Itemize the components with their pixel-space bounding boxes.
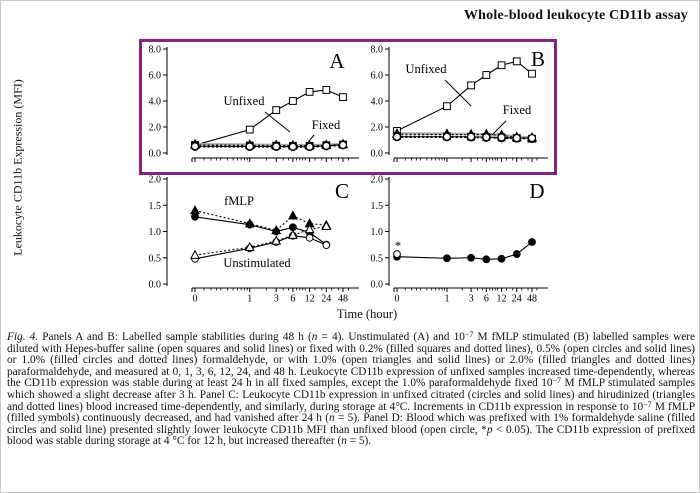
open-circle-marker xyxy=(483,134,490,141)
open-circle-marker xyxy=(513,135,520,142)
y-tick-label: 6.0 xyxy=(148,70,161,82)
x-tick-label: 48 xyxy=(527,293,537,305)
open-circle-marker xyxy=(290,143,297,150)
x-tick-label: 6 xyxy=(290,293,296,305)
figure-caption xyxy=(7,332,695,448)
y-tick-label: 0.0 xyxy=(148,279,161,291)
open-square-marker xyxy=(323,87,330,94)
panel-letter: D xyxy=(529,179,545,203)
filled-circle-marker xyxy=(498,255,505,262)
y-tick-label: 0.0 xyxy=(148,148,161,160)
caption-segment: Panels A and B: Labelled sample stabilities during 48 h ( xyxy=(38,331,312,343)
x-tick-label: 12 xyxy=(304,293,315,305)
filled-circle-marker xyxy=(468,254,475,261)
caption-segment: M fMLP stimulated samples which showed a slight decrease after 3 h. Panel C: Leukocyte CD11b expression in unfixed citrated (circles and solid lines) and hirudinized (triangles and dotted lines) blood increased time-dependently, and similarly, during storage at 4°C. Increments in CD11b expression in response to 10 xyxy=(7,377,695,413)
open-square-marker xyxy=(529,70,536,77)
open-square-marker xyxy=(246,126,253,133)
figure-title: Whole-blood leukocyte CD11b assay xyxy=(463,8,688,23)
y-tick-label: 4.0 xyxy=(148,96,161,108)
panel-letter: B xyxy=(530,47,546,71)
y-tick-label: 0.5 xyxy=(370,253,383,265)
x-tick-label: 3 xyxy=(468,293,474,305)
y-tick-label: 1.0 xyxy=(148,227,161,238)
caption-segment: = 5). Panel D: Blood which was prefixed with 1% formaldehyde saline (filled circles and solid line) presented slightly lower leukocyte CD11b MFI than unfixed blood (open circle, * xyxy=(7,412,695,436)
open-triangle-marker xyxy=(191,251,199,259)
annotation-label: Fixed xyxy=(502,103,532,117)
caption-segment: n xyxy=(311,331,318,343)
annotation-label: Unfixed xyxy=(223,94,265,108)
panel-letter: A xyxy=(329,49,345,73)
panel-D xyxy=(371,175,549,305)
open-square-marker xyxy=(498,62,505,69)
annotation-label: Fixed xyxy=(311,118,341,132)
caption-segment: n xyxy=(329,412,335,425)
annotation-pointer-line xyxy=(445,80,471,106)
open-square-marker xyxy=(483,72,490,79)
open-square-marker xyxy=(513,58,520,65)
x-tick-label: 6 xyxy=(483,293,489,305)
filled-circle-marker xyxy=(444,255,451,262)
open-square-marker xyxy=(306,89,313,96)
x-tick-label: 24 xyxy=(511,293,522,305)
caption-segment: n xyxy=(341,435,347,448)
panel-C xyxy=(149,175,360,305)
open-circle-marker xyxy=(444,133,451,140)
open-circle-marker xyxy=(306,234,313,241)
open-circle-marker xyxy=(498,134,505,141)
open-circle-marker xyxy=(394,133,401,140)
figure-area xyxy=(1,1,700,331)
caption-segment: p xyxy=(486,423,493,436)
open-square-marker xyxy=(273,107,280,114)
filled-triangle-marker xyxy=(289,211,297,219)
caption-segment: −7 xyxy=(643,399,652,409)
x-tick-label: 0 xyxy=(192,293,198,305)
open-circle-marker xyxy=(246,143,253,150)
filled-circle-marker xyxy=(529,239,536,246)
caption-segment: M fMLP stimulated (B) labelled samples were diluted with Hepes-buffer saline (open squares and solid lines) or fixed with 0.2% (filled squares and dotted lines), 0.5% (open circles and solid lines) or 1.0% (filled circles and dotted lines) formaldehyde, or with 1.0% (open triangles and solid lines) or 2.0% (filled triangles and dotted lines) paraformaldehyde, and measured at 0, 1, 3, 6, 12, 24, and 48 h. Leukocyte CD11b expression of unfixed samples increased time-dependently, whereas the CD11b expression was stable during at least 24 h in all fixed samples, except the 1.0% paraformaldehyde fixed 10 xyxy=(7,331,696,390)
x-tick-label: 24 xyxy=(321,293,332,305)
caption-segment: M fMLP (filled symbols) continuously decreased, and had vanished after 24 h ( xyxy=(7,400,696,425)
caption-segment: = 4). Unstimulated (A) and 10 xyxy=(317,331,465,343)
y-tick-label: 8.0 xyxy=(370,44,383,56)
open-square-marker xyxy=(468,82,475,89)
open-circle-marker xyxy=(192,143,199,150)
caption-segment: = 5). xyxy=(346,435,372,448)
open-square-marker xyxy=(340,94,347,101)
open-square-marker xyxy=(290,98,297,105)
caption-segment: < 0.05). The CD11b expression of prefixed blood was stable during storage at 4 °C for 12 h, but increased thereafter ( xyxy=(7,423,696,448)
open-circle-marker xyxy=(323,242,330,249)
annotation-label: * xyxy=(394,239,402,253)
x-tick-label: 1 xyxy=(247,293,253,305)
panel-B xyxy=(371,45,549,163)
panel-letter: C xyxy=(334,179,350,203)
y-tick-label: 6.0 xyxy=(370,70,383,82)
caption-segment: −7 xyxy=(464,330,474,339)
y-tick-label: 0.0 xyxy=(370,148,383,160)
open-circle-marker xyxy=(273,143,280,150)
x-tick-label: 48 xyxy=(338,293,348,305)
annotation-label: Unfixed xyxy=(405,62,447,76)
y-tick-label: 2.0 xyxy=(148,174,161,186)
open-circle-marker xyxy=(468,133,475,140)
x-tick-label: 12 xyxy=(496,293,507,305)
y-tick-label: 4.0 xyxy=(370,96,383,108)
annotation-label: fMLP xyxy=(224,194,254,208)
open-square-marker xyxy=(444,103,451,110)
filled-circle-marker xyxy=(513,251,520,258)
filled-circle-marker xyxy=(192,213,199,220)
filled-circle-marker xyxy=(290,224,297,231)
annotation-pointer-line xyxy=(265,112,290,132)
x-tick-label: 3 xyxy=(273,293,279,305)
y-tick-label: 1.5 xyxy=(148,200,161,212)
open-circle-marker xyxy=(306,143,313,150)
y-tick-label: 2.0 xyxy=(370,174,383,186)
open-circle-marker xyxy=(529,135,536,142)
series-line xyxy=(397,242,532,259)
annotation-pointer-line xyxy=(492,121,506,135)
filled-circle-marker xyxy=(483,256,490,263)
caption-segment: −7 xyxy=(552,376,562,386)
x-tick-label: 0 xyxy=(394,293,400,305)
y-tick-label: 1.0 xyxy=(370,227,383,238)
open-circle-marker xyxy=(340,142,347,149)
y-tick-label: 2.0 xyxy=(370,122,383,134)
y-tick-label: 0.0 xyxy=(370,279,383,291)
annotation-label: Unstimulated xyxy=(223,256,291,270)
x-axis-label: Time (hour) xyxy=(336,307,398,321)
y-tick-label: 8.0 xyxy=(148,44,161,56)
panel-A xyxy=(149,45,360,163)
caption-segment: Fig. 4. xyxy=(7,331,39,343)
open-circle-marker xyxy=(323,142,330,149)
y-axis-label: Leukocyte CD11b Expression (MFI) xyxy=(10,79,25,256)
y-tick-label: 1.5 xyxy=(370,200,383,212)
charts-svg xyxy=(1,1,700,331)
x-tick-label: 1 xyxy=(444,293,450,305)
y-tick-label: 0.5 xyxy=(148,253,161,265)
filled-triangle-marker xyxy=(191,206,199,214)
y-tick-label: 2.0 xyxy=(148,122,161,134)
